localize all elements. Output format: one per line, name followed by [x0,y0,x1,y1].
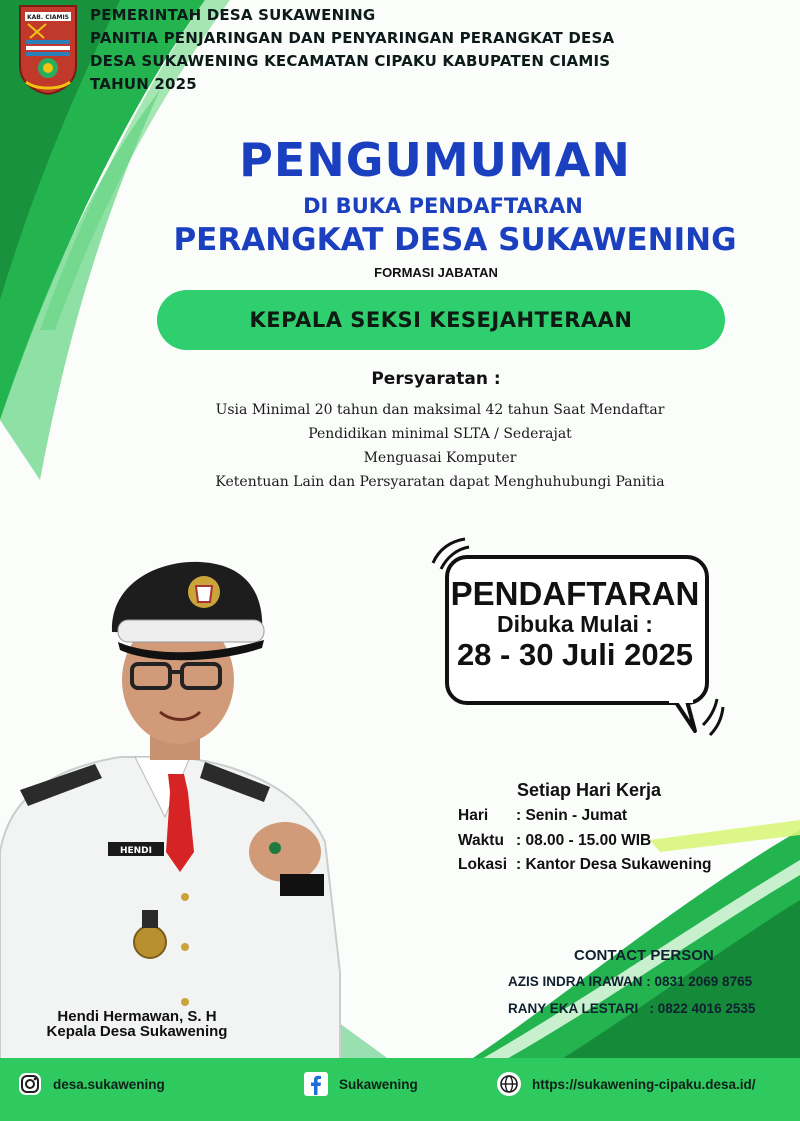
position-pill [157,290,725,350]
header-line-1: PEMERINTAH DESA SUKAWENING [90,6,376,24]
ciamis-regency-logo [16,4,80,96]
contact-person-2: RANY EKA LESTARI : 0822 4016 2535 [508,1001,756,1016]
registration-opened-label: Dibuka Mulai : [497,611,653,637]
person-role: Kepala Desa Sukawening [46,1023,228,1040]
schedule-row-location [458,856,712,874]
globe-icon [496,1071,522,1097]
village-head-portrait [0,552,345,1062]
contact-person-title: CONTACT PERSON [574,947,714,964]
village-officials-title: PERANGKAT DESA SUKAWENING [173,222,737,258]
schedule-label: Lokasi [458,856,508,873]
registration-dates: 28 - 30 Juli 2025 [456,637,694,672]
schedule-title: Setiap Hari Kerja [517,780,662,800]
schedule-label: Hari [458,807,489,824]
schedule-row-day [458,807,627,825]
requirements-list [0,398,800,494]
schedule-value: : Kantor Desa Sukawening [516,856,712,873]
schedule-label: Waktu [458,832,504,849]
registration-heading: PENDAFTARAN [450,575,700,612]
header-line-2: PANITIA PENJARINGAN DAN PENYARINGAN PERANGKAT DESA [90,29,615,47]
announcement-title: PENGUMUMAN [239,133,631,187]
instagram-link[interactable] [17,1070,165,1098]
requirement-item: Pendidikan minimal SLTA / Sederajat [308,426,572,442]
requirement-item: Ketentuan Lain dan Persyaratan dapat Menghuhubungi Panitia [215,474,665,490]
schedule-row-time [458,832,651,850]
registration-open-subtitle: DI BUKA PENDAFTARAN [303,194,583,218]
requirement-item: Menguasai Komputer [363,450,517,466]
header-line-3: DESA SUKAWENING KECAMATAN CIPAKU KABUPATEN CIAMIS [90,52,611,70]
schedule-value: : 08.00 - 15.00 WIB [516,832,652,849]
instagram-icon [17,1071,43,1097]
person-name: Hendi Hermawan, S. H [57,1008,217,1025]
facebook-icon [303,1071,329,1097]
header-block [90,4,614,96]
website-link[interactable] [496,1070,756,1098]
requirement-item: Usia Minimal 20 tahun dan maksimal 42 tahun Saat Mendaftar [215,402,665,418]
requirements-title: Persyaratan : [371,369,501,389]
facebook-link[interactable] [303,1070,418,1098]
header-line-4: TAHUN 2025 [90,75,197,93]
position-name: KEPALA SEKSI KESEJAHTERAAN [249,308,633,332]
contact-person-1: AZIS INDRA IRAWAN : 0831 2069 8765 [508,974,753,989]
portrait-caption [32,1009,242,1039]
schedule-value: : Senin - Jumat [516,807,628,824]
website-url: https://sukawening-cipaku.desa.id/ [532,1076,756,1092]
instagram-handle: desa.sukawening [53,1076,165,1092]
uniform-nametag: HENDI [119,846,153,856]
position-formation-label: FORMASI JABATAN [374,265,498,280]
facebook-page: Sukawening [339,1076,418,1092]
logo-label: KAB. CIAMIS [26,14,70,21]
